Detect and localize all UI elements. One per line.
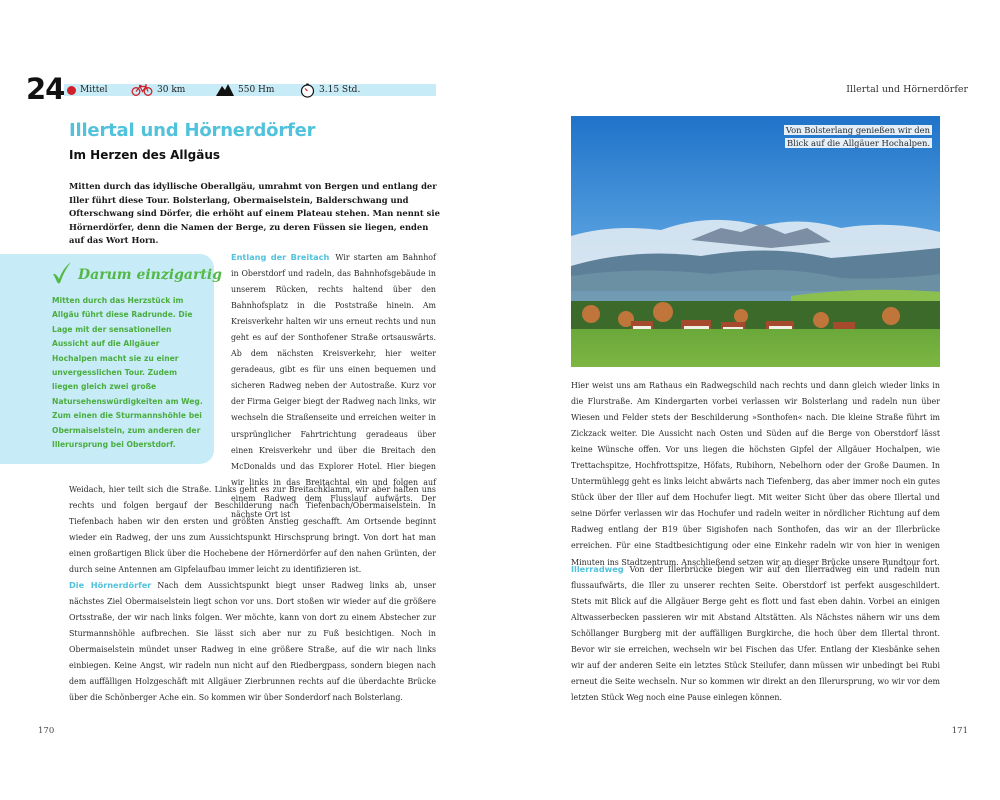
- rathaus-section: [571, 378, 940, 571]
- tour-title: Illertal und Hörnerdörfer: [69, 120, 316, 141]
- landscape-illustration: [571, 116, 940, 367]
- tour-subtitle: Im Herzen des Allgäus: [69, 148, 221, 162]
- illerradweg-section: [571, 561, 940, 706]
- tour-number: 24: [26, 72, 65, 106]
- illerradweg-paragraph: [571, 561, 940, 706]
- distance-meta: [131, 82, 185, 98]
- elevation-meta: [216, 82, 274, 98]
- hoernerdoerfer-lead: Die Hörnerdörfer: [69, 580, 152, 590]
- highlight-text: Mitten durch das Herzstück im Allgäu führt diese Radrunde. Die Lage mit der sensationellen Aussicht auf die Allgäuer Hochalpen macht sie zu einer unvergesslichen Tour. Zudem liegen gleich zwei große Natursehenswürdigkeiten am Weg. Zum einen die Sturmannshöhle bei Obermaiselstein, zum anderen der Illerursprung bei Oberstdorf.: [52, 296, 203, 450]
- landscape-photo: [571, 116, 940, 367]
- checkmark-icon: [52, 262, 72, 288]
- difficulty-meta: [67, 82, 108, 98]
- photo-caption: [774, 124, 932, 150]
- hoernerdoerfer-paragraph: [69, 577, 436, 706]
- breitach-continued-section: [69, 482, 436, 578]
- elevation-label: 550 Hm: [238, 85, 275, 95]
- difficulty-label: Mittel: [80, 85, 108, 95]
- stopwatch-icon: [300, 83, 315, 98]
- running-head: Illertal und Hörnerdörfer: [846, 84, 968, 95]
- bicycle-icon: [131, 84, 153, 96]
- hoernerdoerfer-text: Nach dem Aussichtspunkt biegt unser Radweg links ab, unser nächstes Ziel Obermaiselstein liegt schon vor uns. Dort stoßen wir wieder auf die größere Ortsstraße, der wir nach links folgen. Wer möchte, kann von dort zu einem Abstecher zur Sturmannshöhle aufbrechen. Sie lässt sich aber nur zu Fuß besichtigen. Noch in Obermaiselstein mündet unser Radweg in eine größere Straße, auf die wir nach links einbiegen. Keine Angst, wir radeln nun nicht auf den Riedbergpass, sondern biegen nach dem auffälligen Holzgeschäft mit Allgäuer Zierbrunnen rechts auf die überdachte Brücke über die Schönberger Ache ein. So kommen wir über Sonderdorf nach Bolsterlang.: [69, 581, 436, 703]
- illerradweg-text: Von der Illerbrücke biegen wir auf den Illerradweg ein und radeln nun flussaufwärts, die Iller zu unserer rechten Seite. Oberstdorf ist perfekt ausgeschildert. Stets mit Blick auf die Allgäuer Berge geht es flott und fast eben dahin. Vorbei an einigen Altwasserbecken passieren wir mit Abstand Altstätten. Als Nächstes nähern wir uns dem Schöllanger Burgberg mit der auffälligen Burgkirche, die hoch über dem Illertal thront. Bevor wir sie erreichen, wechseln wir bei Fischen das Ufer. Entlang der Kiesbänke sehen wir auf der anderen Seite ein letztes Stück Steilufer, dann müssen wir unbedingt bei Rubi erneut die Seite wechseln. Nur so kommen wir direkt an den Illerursprung, wo wir vor dem letzten Stück Weg noch eine Pause einlegen können.: [571, 565, 940, 703]
- highlight-title-label: Darum einzigartig: [78, 267, 222, 283]
- breitach-text: Wir starten am Bahnhof in Oberstdorf und radeln, das Bahnhofsgebäude in unserem Rücken, rechts haltend über den Bahnhofsplatz in die Poststraße hinein. Am Kreisverkehr halten wir uns erneut rechts und nun geht es auf der Sonthofener Straße ortsauswärts. Ab dem nächsten Kreisverkehr, hier weiter geradeaus, gibt es für uns einen bequemen und sicheren Radweg neben der Autostraße. Kurz vor der Firma Geiger biegt der Radweg nach links, wir wechseln die Straßenseite und erreichen weiter in ursprünglicher Fahrtrichtung geradeaus über einen Kreisverkehr und über die Breitach den McDonalds und das Explorer Hotel. Hier biegen wir links in das Breitachtal ein und folgen auf einem Radweg dem Flusslauf aufwärts. Der nächste Ort ist: [231, 253, 436, 519]
- page-number-left: 170: [38, 726, 55, 736]
- caption-line-1: Von Bolsterlang genießen wir den: [785, 125, 930, 135]
- duration-label: 3.15 Std.: [319, 85, 361, 95]
- mountain-icon: [216, 84, 234, 96]
- duration-meta: [300, 82, 360, 98]
- page-number-right: 171: [951, 726, 968, 736]
- caption-line-2: Blick auf die Allgäuer Hochalpen.: [787, 138, 930, 148]
- illerradweg-lead: Illerradweg: [571, 564, 624, 574]
- breitach-continued-paragraph: Weidach, hier teilt sich die Straße. Links geht es zur Breitachklamm, wir aber halten uns rechts und folgen bergauf der Beschilderung nach Tiefenbach/Obermaiselstein. In Tiefenbach haben wir den ersten und größten Anstieg geschafft. Am Ortsende beginnt wieder ein Radweg, der uns zum Aussichtspunkt Hirschsprung bringt. Von dort hat man einen großartigen Blick über die Hochebene der Hörnerdörfer auf den nahen Grünten, der durch seine Antennen am Gipfelaufbau immer leicht zu identifizieren ist.: [69, 485, 436, 575]
- hoernerdoerfer-section: [69, 577, 436, 706]
- intro-paragraph: Mitten durch das idyllische Oberallgäu, umrahmt von Bergen und entlang der Iller führt diese Tour. Bolsterlang, Obermaiselstein, Balderschwang und Ofterschwang sind Dörfer, die erhöht auf einem Plateau stehen. Man nennt sie Hörnerdörfer, denn die Namen der Berge, zu deren Füssen sie liegen, enden auf das Wort Horn.: [69, 181, 440, 246]
- highlight-title: [52, 262, 222, 288]
- difficulty-dot-icon: [67, 86, 76, 95]
- rathaus-paragraph: Hier weist uns am Rathaus ein Radwegschild nach rechts und dann gleich wieder links in die Flurstraße. Am Kindergarten vorbei verlassen wir Bolsterlang und radeln nun über Wiesen und Felder stets der Beschilderung »Sonthofen« nach. Die kleine Straße führt im Zickzack weiter. Die Aussicht nach Osten und Süden auf die Berge von Oberstdorf lässt keine Wünsche offen. Vor uns liegen die höchsten Gipfel der Allgäuer Hochalpen, wie Trettachspitze, Hochfrottspitze, Höfats, Rubihorn, Nebelhorn oder der Große Daumen. In Untermühlegg geht es links leicht abwärts nach Tiefenberg, das aber immer noch ein gutes Stück über der Iller auf dem Hochufer liegt. Mit weiter Sicht über das obere Illertal und seine Dörfer verlassen wir das Hochufer und radeln weiter in nördlicher Richtung auf dem Radweg entlang der B19 über Sigishofen nach Sonthofen, das wir an der Illerbrücke erreichen. Für eine Stadtbesichtigung oder eine Einkehr radeln wir von hier in wenigen Minuten ins Stadtzentrum. Anschließend setzen wir an dieser Brücke unsere Rundtour fort.: [571, 381, 940, 567]
- breitach-lead: Entlang der Breitach: [231, 252, 330, 262]
- distance-label: 30 km: [157, 85, 186, 95]
